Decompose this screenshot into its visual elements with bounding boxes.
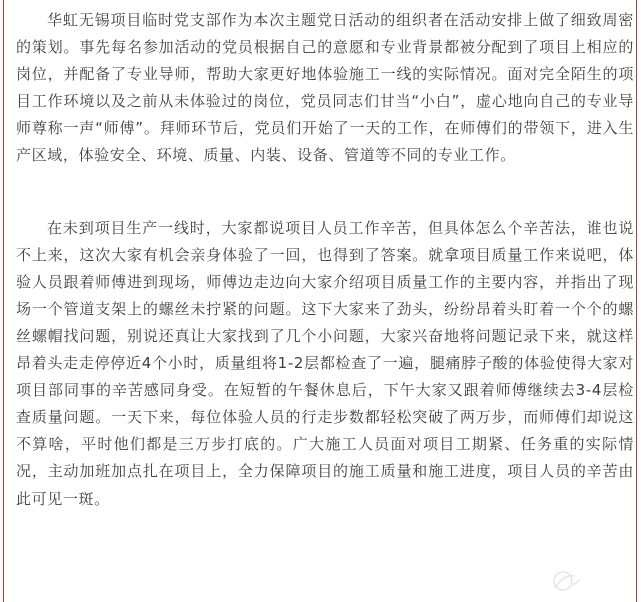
paragraph-1: 华虹无锡项目临时党支部作为本次主题党日活动的组织者在活动安排上做了细致周密的策划。事先每名参加活动的党员根据自己的意愿和专业背景都被分配到了项目上相应的岗位，并配备了专业导师，帮助大家更好地体验施工一线的实际情况。面对完全陌生的项目工作环境以及之前从未体验过的岗位，党员同志们甘当“小白”，虚心地向自己的专业导师尊称一声“师傅”。拜师环节后，党员们开始了一天的工作，在师傅们的带领下，进入生产区域，体验安全、环境、质量、内装、设备、管道等不同的专业工作。 <box>16 11 634 165</box>
paragraph-2: 在未到项目生产一线时，大家都说项目人员工作辛苦，但具体怎么个辛苦法，谁也说不上来，这次大家有机会亲身体验了一回，也得到了答案。就拿项目质量工作来说吧，体验人员跟着师傅进到现场，师傅边走边向大家介绍项目质量工作的主要内容，并指出了现场一个管道支架上的螺丝未拧紧的问题。这下大家来了劲头，纷纷昂着头盯着一个个的螺丝螺帽找问题，别说还真让大家找到了几个小问题，大家兴奋地将问题记录下来，就这样昂着头走走停停近4个小时，质量组将1-2层都检查了一遍，腿痛脖子酸的体验使得大家对项目部同事的辛苦感同身受。在短暂的午餐休息后，下午大家又跟着师傅继续去3-4层检查质量问题。一天下来，每位体验人员的行走步数都轻松突破了两万步，而师傅们却说这不算啥，平时他们都是三万步打底的。广大施工人员面对项目工期紧、任务重的实际情况，主动加班加点扎在项目上，全力保障项目的施工质量和施工进度，项目人员的辛苦由此可见一斑。 <box>16 218 634 508</box>
logo-watermark-icon <box>549 568 583 594</box>
article-body <box>16 7 634 513</box>
article-frame <box>3 0 637 602</box>
